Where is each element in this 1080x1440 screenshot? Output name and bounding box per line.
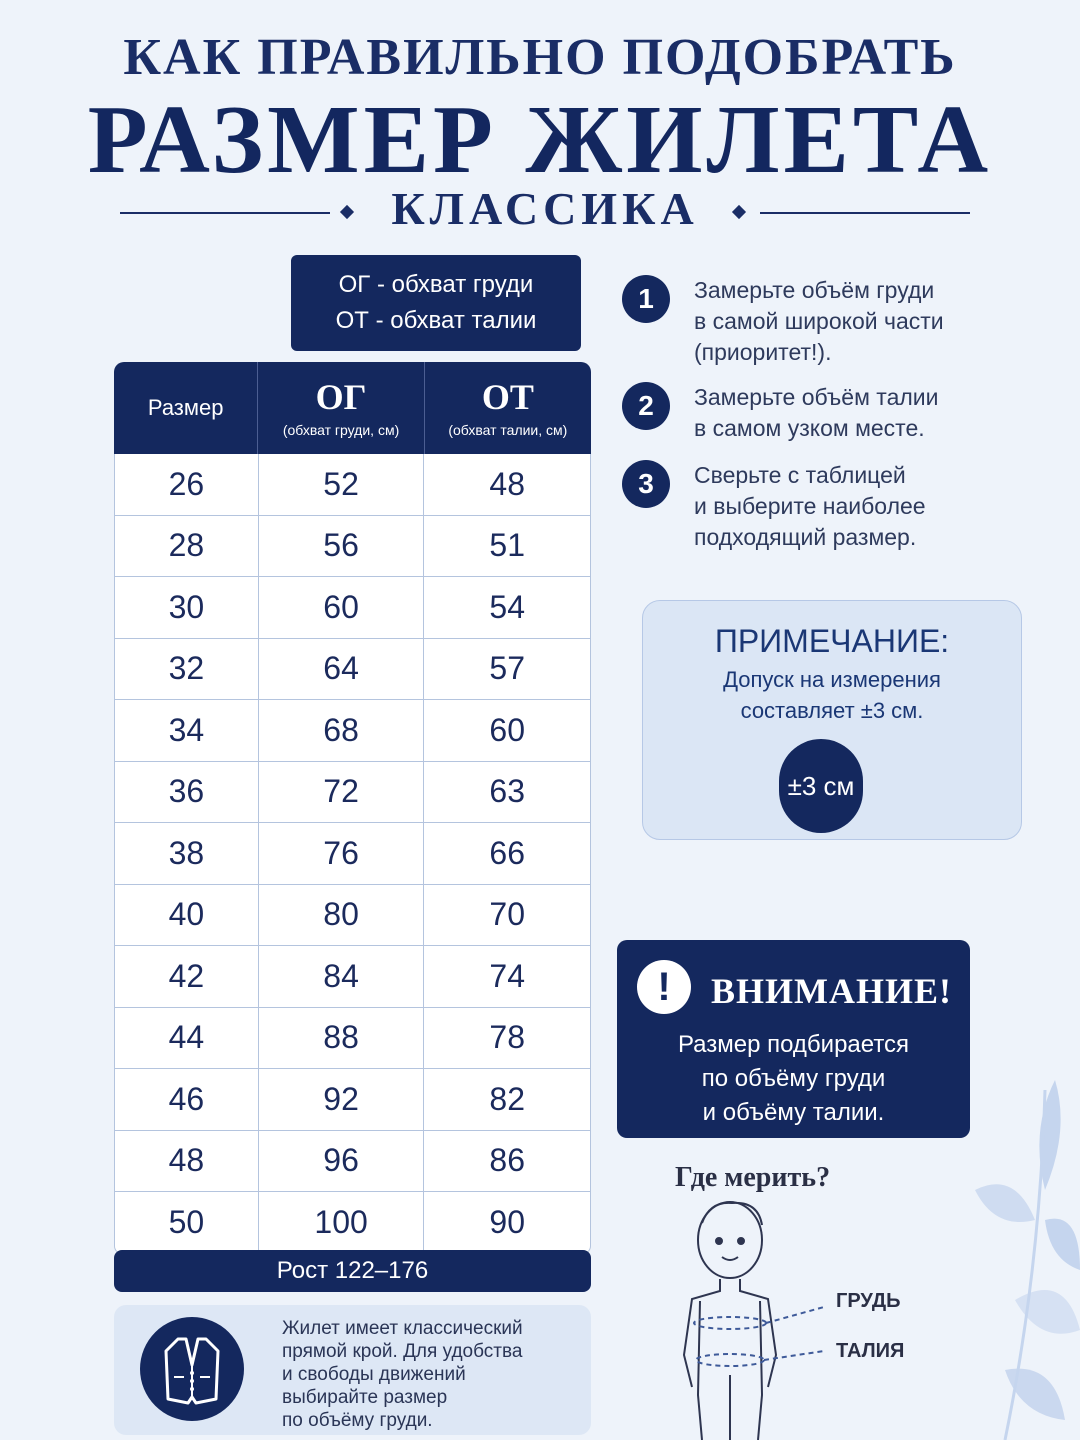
chest-label: ГРУДЬ xyxy=(836,1290,901,1312)
table-body xyxy=(114,454,591,1254)
cell-og: 84 xyxy=(259,946,425,1007)
cell-size: 32 xyxy=(115,639,259,700)
note-body xyxy=(643,664,1021,726)
cell-ot: 70 xyxy=(489,896,525,933)
vest-note-line: Жилет имеет классический xyxy=(282,1318,523,1339)
attention-box xyxy=(617,940,970,1138)
step-line: и выберите наиболее xyxy=(694,493,926,519)
cell-ot: 82 xyxy=(489,1080,525,1117)
cell-size: 40 xyxy=(115,885,259,946)
note-line: составляет ±3 см. xyxy=(740,698,924,723)
vest-note-line: прямой крой. Для удобства xyxy=(282,1341,523,1362)
tolerance-badge: ±3 см xyxy=(779,739,863,833)
attention-body xyxy=(617,1028,970,1130)
table-header xyxy=(114,362,591,454)
legend-og: ОГ - обхват груди xyxy=(338,271,534,298)
attention-title: ВНИМАНИЕ! xyxy=(711,971,952,1011)
exclamation-icon: ! xyxy=(637,960,691,1014)
table-row xyxy=(115,945,590,1007)
cell-ot: 48 xyxy=(489,465,525,502)
note-line: Допуск на измерения xyxy=(723,667,941,692)
vest-icon xyxy=(140,1317,244,1421)
table-row xyxy=(115,1068,590,1130)
cell-size: 44 xyxy=(115,1008,259,1069)
header-ot-sub: (обхват талии, см) xyxy=(448,422,568,438)
cell-og: 52 xyxy=(259,454,425,515)
cell-og: 60 xyxy=(259,577,425,638)
cell-ot: 90 xyxy=(489,1203,525,1240)
cell-size: 50 xyxy=(115,1192,259,1253)
table-row xyxy=(115,699,590,761)
step-text xyxy=(694,460,1024,553)
step-line: в самом узком месте. xyxy=(694,415,925,441)
cell-og: 96 xyxy=(259,1131,425,1192)
vest-note-line: выбирайте размер xyxy=(282,1387,448,1408)
cell-size: 38 xyxy=(115,823,259,884)
header-ot xyxy=(425,362,591,454)
cell-ot: 54 xyxy=(489,588,525,625)
page-title: РАЗМЕР ЖИЛЕТА xyxy=(87,86,993,194)
vest-note-text xyxy=(282,1317,582,1432)
subtitle-row xyxy=(120,182,970,242)
vest-note xyxy=(114,1305,591,1435)
cell-ot: 74 xyxy=(489,957,525,994)
cell-size: 36 xyxy=(115,762,259,823)
cell-size: 34 xyxy=(115,700,259,761)
cell-og: 92 xyxy=(259,1069,425,1130)
step-line: Сверьте с таблицей xyxy=(694,462,906,488)
header-ot-label: ОТ xyxy=(481,377,534,417)
table-row xyxy=(115,761,590,823)
table-row xyxy=(115,884,590,946)
note-box xyxy=(642,600,1022,840)
note-title: ПРИМЕЧАНИЕ: xyxy=(714,623,950,659)
cell-ot: 60 xyxy=(489,711,525,748)
cell-og: 64 xyxy=(259,639,425,700)
step-line: Замерьте объём талии xyxy=(694,384,939,410)
cell-size: 48 xyxy=(115,1131,259,1192)
table-row xyxy=(115,1191,590,1253)
step-number: 1 xyxy=(622,275,670,323)
child-figure-icon xyxy=(662,1195,1022,1440)
divider-right xyxy=(760,212,970,214)
attention-line: Размер подбирается xyxy=(677,1031,910,1058)
waist-label: ТАЛИЯ xyxy=(836,1340,905,1362)
step-number: 2 xyxy=(622,382,670,430)
table-row xyxy=(115,576,590,638)
step-number: 3 xyxy=(622,460,670,508)
cell-size: 28 xyxy=(115,516,259,577)
cell-og: 56 xyxy=(259,516,425,577)
legend-box xyxy=(291,255,581,351)
cell-size: 26 xyxy=(115,454,259,515)
cell-size: 46 xyxy=(115,1069,259,1130)
step-text xyxy=(694,275,1024,368)
step-line: подходящий размер. xyxy=(694,524,917,550)
table-row xyxy=(115,454,590,515)
header-og-sub: (обхват груди, см) xyxy=(282,422,400,438)
cell-og: 80 xyxy=(259,885,425,946)
cell-og: 72 xyxy=(259,762,425,823)
step-line: (приоритет!). xyxy=(694,339,832,365)
size-table xyxy=(114,362,591,1254)
table-row xyxy=(115,515,590,577)
header-line-1: КАК ПРАВИЛЬНО ПОДОБРАТЬ xyxy=(123,29,957,86)
cell-size: 30 xyxy=(115,577,259,638)
vest-note-line: по объёму груди. xyxy=(282,1410,433,1431)
header-size xyxy=(114,362,258,454)
vest-note-line: и свободы движений xyxy=(282,1364,466,1385)
cell-og: 100 xyxy=(259,1192,425,1253)
cell-ot: 86 xyxy=(489,1142,525,1179)
cell-og: 76 xyxy=(259,823,425,884)
cell-ot: 63 xyxy=(489,773,525,810)
attention-line: и объёму талии. xyxy=(702,1099,885,1126)
attention-line: по объёму груди xyxy=(701,1065,886,1092)
table-row xyxy=(115,1130,590,1192)
cell-ot: 51 xyxy=(489,527,525,564)
table-row xyxy=(115,1007,590,1069)
step-line: Замерьте объём груди xyxy=(694,277,935,303)
cell-ot: 66 xyxy=(489,834,525,871)
cell-og: 88 xyxy=(259,1008,425,1069)
where-title: Где мерить? xyxy=(675,1162,831,1193)
step-line: в самой широкой части xyxy=(694,308,944,334)
header-size-label: Размер xyxy=(147,395,224,420)
cell-ot: 57 xyxy=(489,650,525,687)
step-text xyxy=(694,382,1024,444)
height-bar: Рост 122–176 xyxy=(114,1250,591,1292)
table-row xyxy=(115,638,590,700)
header-og xyxy=(258,362,424,454)
cell-ot: 78 xyxy=(489,1019,525,1056)
header-og-label: ОГ xyxy=(315,377,367,417)
table-row xyxy=(115,822,590,884)
subtitle: КЛАССИКА xyxy=(391,183,699,234)
cell-og: 68 xyxy=(259,700,425,761)
legend-ot: ОТ - обхват талии xyxy=(335,307,537,334)
cell-size: 42 xyxy=(115,946,259,1007)
